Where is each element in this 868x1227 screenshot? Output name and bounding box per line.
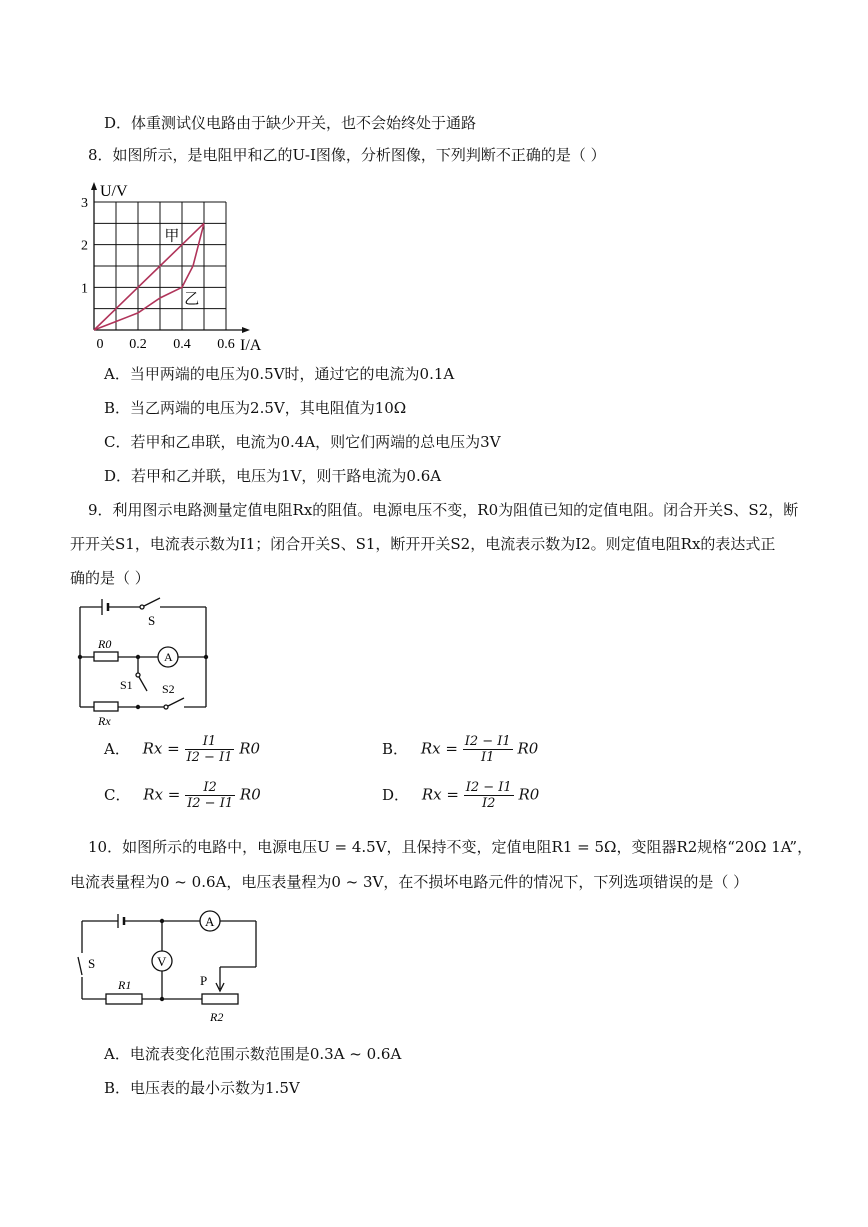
label-s2: S2 xyxy=(162,682,175,696)
q10-line-2: 电流表量程为0 ~ 0.6A，电压表量程为0 ~ 3V，在不损坏电路元件的情况下，下列选项错误的是（ ） xyxy=(70,873,749,891)
label-s1: S1 xyxy=(120,678,133,692)
series-label-jia: 甲 xyxy=(164,228,180,245)
x-tick-label: 0.2 xyxy=(129,337,147,352)
x-tick-label: 0 xyxy=(96,337,104,352)
label-ammeter: A xyxy=(164,650,173,664)
q9-option-d: D． Rx = $\frac{I2 - I1}{I2}$ R0 xyxy=(382,780,540,811)
label-r1: R1 xyxy=(118,978,132,992)
q9-option-b: B． Rx = $\frac{I2 - I1}{I1}$ R0 xyxy=(382,734,539,765)
label-s: S xyxy=(88,956,96,971)
q8-ui-chart xyxy=(76,170,266,355)
x-tick-label: 0.4 xyxy=(173,337,191,352)
q8-stem: 8．如图所示，是电阻甲和乙的U-I图像，分析图像，下列判断不正确的是（ ） xyxy=(88,146,606,164)
label-p: P xyxy=(200,973,208,988)
q8-option-d: D．若甲和乙并联，电压为1V，则干路电流为0.6A xyxy=(104,467,442,485)
chart-labels xyxy=(81,183,262,354)
q10-line-1: 10．如图所示的电路中，电源电压U = 4.5V，且保持不变，定值电阻R1 = 5Ω，变阻器R2规格“20Ω 1A”， xyxy=(88,838,813,856)
y-tick-label: 3 xyxy=(81,196,88,211)
y-axis-label: U/V xyxy=(100,183,128,200)
q10-circuit-diagram xyxy=(74,905,264,1030)
x-tick-label: 0.6 xyxy=(217,337,235,352)
chart-series xyxy=(94,223,204,330)
q8-option-c: C．若甲和乙串联，电流为0.4A，则它们两端的总电压为3V xyxy=(104,433,501,451)
y-tick-label: 1 xyxy=(81,281,88,297)
x-axis-arrow xyxy=(242,327,250,333)
q9-option-a: A． Rx = $\frac{I1}{I2 - I1}$ R0 xyxy=(104,734,261,765)
label-voltmeter: V xyxy=(157,954,167,969)
q9-circuit-diagram xyxy=(70,595,220,730)
label-s: S xyxy=(148,613,156,628)
label-r2: R2 xyxy=(210,1010,224,1024)
q9-line-1: 9．利用图示电路测量定值电阻Rx的阻值。电源电压不变，R0为阻值已知的定值电阻。闭合开关S、S2，断 xyxy=(88,501,799,519)
label-rx: Rx xyxy=(98,714,111,728)
q8-option-b: B．当乙两端的电压为2.5V，其电阻值为10Ω xyxy=(104,399,407,417)
q9-line-3: 确的是（ ） xyxy=(70,569,150,587)
y-tick-label: 2 xyxy=(81,238,88,254)
q8-option-a: A．当甲两端的电压为0.5V时，通过它的电流为0.1A xyxy=(104,365,455,383)
y-axis-arrow xyxy=(91,182,97,190)
q10-option-a: A．电流表变化范围示数范围是0.3A ~ 0.6A xyxy=(104,1045,402,1063)
label-ammeter: A xyxy=(205,914,215,929)
q7-option-d: D．体重测试仪电路由于缺少开关，也不会始终处于通路 xyxy=(104,114,477,132)
label-r0: R0 xyxy=(98,637,112,651)
q9-line-2: 开开关S1，电流表示数为I1；闭合开关S、S1，断开开关S2，电流表示数为I2。则定值电阻Rx的表达式正 xyxy=(70,535,776,553)
q9-option-c: C． Rx = $\frac{I2}{I2 - I1}$ R0 xyxy=(104,780,261,811)
q10-option-b: B．电压表的最小示数为1.5V xyxy=(104,1079,300,1097)
x-axis-label: I/A xyxy=(240,337,262,354)
series-label-yi: 乙 xyxy=(184,291,200,308)
